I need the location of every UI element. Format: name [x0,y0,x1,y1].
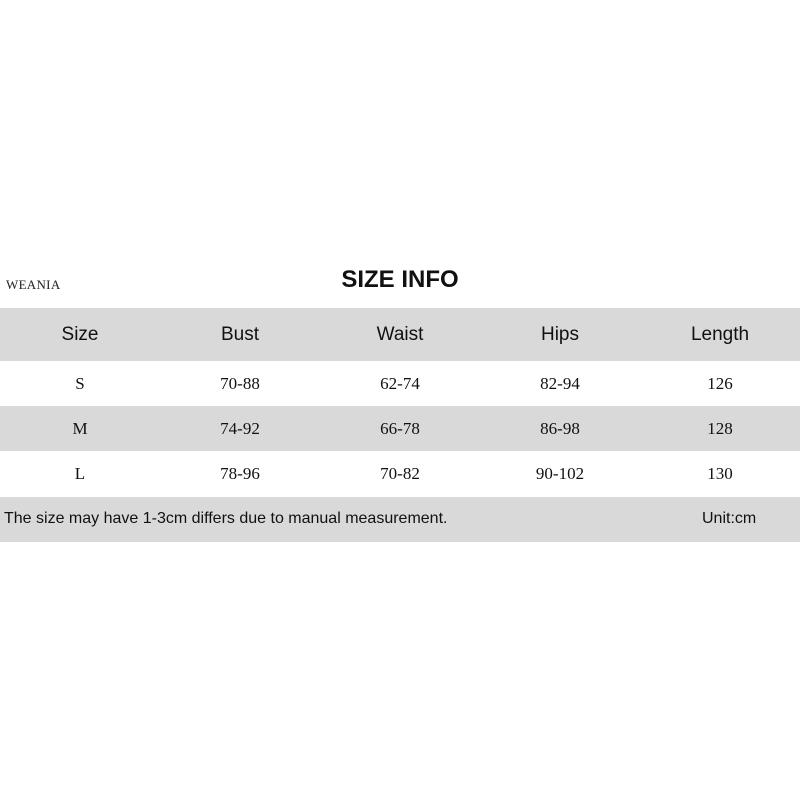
cell-length: 126 [707,373,733,393]
cell-hips: 86-98 [540,418,580,438]
cell-bust: 70-88 [220,373,260,393]
cell-size: S [75,373,85,393]
column-header-hips: Hips [540,323,579,345]
cell-hips: 90-102 [535,463,585,483]
table-row [0,406,800,451]
column-header-size: Size [61,323,99,345]
cell-bust: 78-96 [220,463,260,483]
table-header-row [0,308,800,361]
size-table [0,308,800,496]
column-header-waist: Waist [376,323,424,345]
footer-note-row [0,497,800,542]
cell-length: 130 [707,463,733,483]
cell-bust: 74-92 [220,418,260,438]
unit-label: Unit:cm [702,510,757,527]
table-row [0,361,800,406]
brand-logo-text: WEANIA [6,277,61,292]
cell-waist: 62-74 [380,373,420,393]
cell-waist: 66-78 [380,418,420,438]
column-header-length: Length [690,323,750,345]
column-header-bust: Bust [220,323,260,345]
page-title: SIZE INFO [341,266,459,293]
cell-waist: 70-82 [380,463,420,483]
cell-length: 128 [707,418,733,438]
measurement-note: The size may have 1-3cm differs due to manual measurement. [4,510,448,527]
table-row [0,451,800,496]
cell-hips: 82-94 [540,373,580,393]
cell-size: M [72,418,88,438]
cell-size: L [74,463,86,483]
